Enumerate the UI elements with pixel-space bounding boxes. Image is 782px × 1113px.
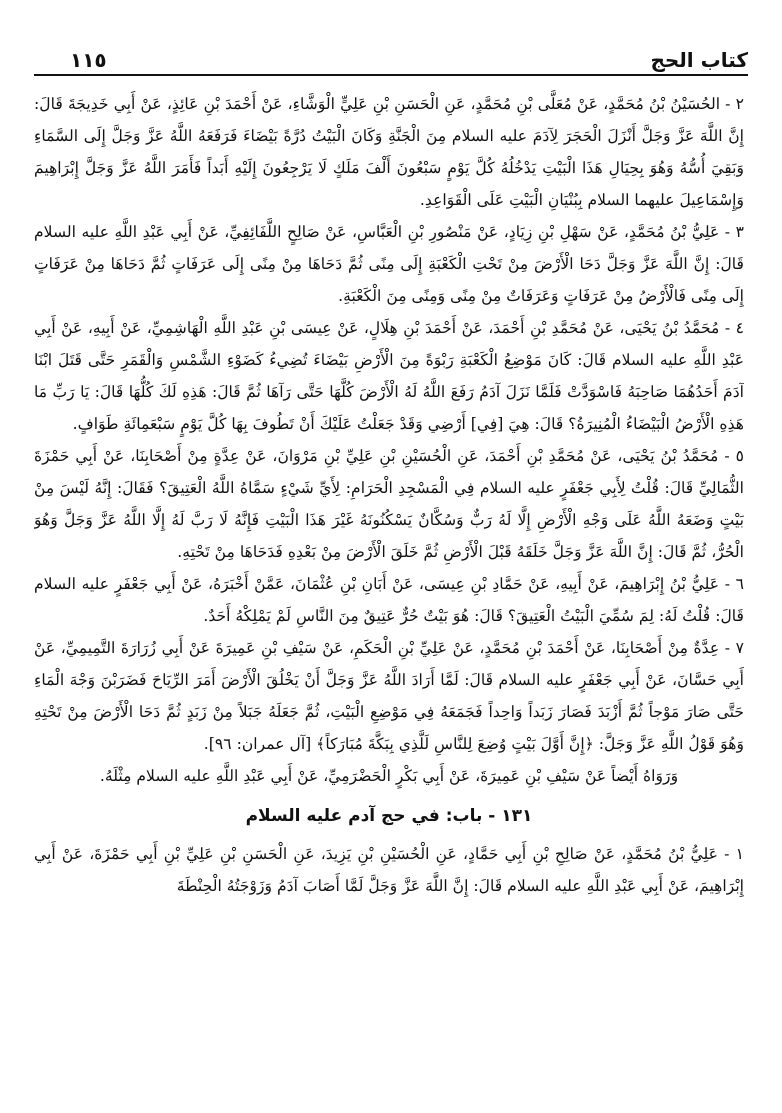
hadith-3: ٣ - عَلِيُّ بْنُ مُحَمَّدٍ، عَنْ سَهْلِ بْنِ زِيَادٍ، عَنْ مَنْصُورِ بْنِ الْعَبَّاسِ، عَنْ صَالِحٍ اللَّفَائِفِيِّ، عَنْ أَبِي عَبْدِ اللَّهِ عليه السلام قَالَ: إِنَّ اللَّهَ عَزَّ وَجَلَّ دَحَا الْأَرْضَ مِنْ تَحْتِ الْكَعْبَةِ إِلَى مِنًى ثُمَّ دَحَاهَا مِنْ مِنًى إِلَى عَرَفَاتٍ ثُمَّ دَحَاهَا مِنْ عَرَفَاتٍ إِلَى مِنًى فَالْأَرْضُ مِنْ عَرَفَاتٍ وَعَرَفَاتٌ مِنْ مِنًى وَمِنًى مِنَ الْكَعْبَةِ. bbox=[34, 223, 744, 305]
hadith-1-next-chapter: ١ - عَلِيُّ بْنُ مُحَمَّدٍ، عَنْ صَالِحِ بْنِ أَبِي حَمَّادٍ، عَنِ الْحُسَيْنِ بْنِ يَزِيدَ، عَنِ الْحَسَنِ بْنِ عَلِيِّ بْنِ أَبِي حَمْزَةَ، عَنْ أَبِي إِبْرَاهِيمَ، عَنْ أَبِي عَبْدِ اللَّهِ عليه السلام قَالَ: إِنَّ اللَّهَ عَزَّ وَجَلَّ لَمَّا أَصَابَ آدَمُ وَزَوْجَتُهُ الْحِنْطَةَ bbox=[34, 845, 744, 895]
hadith-7: ٧ - عِدَّةٌ مِنْ أَصْحَابِنَا، عَنْ أَحْمَدَ بْنِ مُحَمَّدٍ، عَنْ عَلِيِّ بْنِ الْحَكَمِ، عَنْ سَيْفِ بْنِ عَمِيرَةَ عَنْ أَبِي زُرَارَةَ التَّمِيمِيِّ، عَنْ أَبِي حَسَّانَ، عَنْ أَبِي جَعْفَرٍ عليه السلام قَالَ: لَمَّا أَرَادَ اللَّهُ عَزَّ وَجَلَّ أَنْ يَخْلُقَ الْأَرْضَ أَمَرَ الرِّيَاحَ فَضَرَبْنَ وَجْهَ الْمَاءِ حَتَّى صَارَ مَوْجاً ثُمَّ أَزْبَدَ فَصَارَ زَبَداً وَاحِداً فَجَمَعَهُ فِي مَوْضِعِ الْبَيْتِ، ثُمَّ جَعَلَهُ جَبَلاً مِنْ زَبَدٍ ثُمَّ دَحَا الْأَرْضَ مِنْ تَحْتِهِ وَهُوَ قَوْلُ اللَّهِ عَزَّ وَجَلَّ: ﴿إِنَّ أَوَّلَ بَيْتٍ وُضِعَ لِلنَّاسِ لَلَّذِي بِبَكَّةَ مُبَارَكاً﴾ [آل عمران: ٩٦]. bbox=[34, 639, 744, 753]
narration-note: وَرَوَاهُ أَيْضاً عَنْ سَيْفِ بْنِ عَمِيرَةَ، عَنْ أَبِي بَكْرٍ الْحَضْرَمِيِّ، عَنْ أَبِي عَبْدِ اللَّهِ عليه السلام مِثْلَهُ. bbox=[99, 767, 679, 785]
page-header bbox=[70, 38, 748, 72]
header-rule bbox=[34, 74, 748, 76]
hadith-6: ٦ - عَلِيُّ بْنُ إِبْرَاهِيمَ، عَنْ أَبِيهِ، عَنْ حَمَّادِ بْنِ عِيسَى، عَنْ أَبَانِ بْنِ عُثْمَانَ، عَمَّنْ أَخْبَرَهُ، عَنْ أَبِي جَعْفَرٍ عليه السلام قَالَ: قُلْتُ لَهُ: لِمَ سُمِّيَ الْبَيْتُ الْعَتِيقَ؟ قَالَ: هُوَ بَيْتٌ حُرٌّ عَتِيقٌ مِنَ النَّاسِ لَمْ يَمْلِكْهُ أَحَدٌ. bbox=[34, 575, 744, 625]
hadith-4: ٤ - مُحَمَّدُ بْنُ يَحْيَى، عَنْ مُحَمَّدِ بْنِ أَحْمَدَ، عَنْ أَحْمَدَ بْنِ هِلَالٍ، عَنْ عِيسَى بْنِ عَبْدِ اللَّهِ الْهَاشِمِيِّ، عَنْ أَبِيهِ، عَنْ أَبِي عَبْدِ اللَّهِ عليه السلام قَالَ: كَانَ مَوْضِعُ الْكَعْبَةِ رَبْوَةً مِنَ الْأَرْضِ بَيْضَاءَ تُضِيءُ كَضَوْءِ الشَّمْسِ وَالْقَمَرِ حَتَّى قَتَلَ ابْنَا آدَمَ أَحَدُهُمَا صَاحِبَهُ فَاسْوَدَّتْ فَلَمَّا نَزَلَ آدَمُ رَفَعَ اللَّهُ لَهُ الْأَرْضَ كُلَّهَا حَتَّى رَآهَا ثُمَّ قَالَ: هَذِهِ لَكَ كُلُّهَا قَالَ: يَا رَبِّ مَا هَذِهِ الْأَرْضُ الْبَيْضَاءُ الْمُنِيرَةُ؟ قَالَ: هِيَ [فِي] أَرْضِي وَقَدْ جَعَلْتُ عَلَيْكَ أَنْ تَطُوفَ بِهَا كُلَّ يَوْمٍ سَبْعَمِائَةِ طَوَافٍ. bbox=[34, 319, 744, 433]
hadith-2: ٢ - الحُسَيْنُ بْنُ مُحَمَّدٍ، عَنْ مُعَلَّى بْنِ مُحَمَّدٍ، عَنِ الْحَسَنِ بْنِ عَلِيٍّ الْوَشَّاءِ، عَنْ أَحْمَدَ بْنِ عَائِذٍ، عَنْ أَبِي خَدِيجَةَ قَالَ: إِنَّ اللَّهَ عَزَّ وَجَلَّ أَنْزَلَ الْحَجَرَ لِآدَمَ عليه السلام مِنَ الْجَنَّةِ وَكَانَ الْبَيْتُ دُرَّةً بَيْضَاءَ فَرَفَعَهُ اللَّهُ عَزَّ وَجَلَّ إِلَى السَّمَاءِ وَبَقِيَ أُسُّهُ وَهُوَ بِحِيَالِ هَذَا الْبَيْتِ يَدْخُلُهُ كُلَّ يَوْمٍ سَبْعُونَ أَلْفَ مَلَكٍ لَا يَرْجِعُونَ إِلَيْهِ أَبَداً فَأَمَرَ اللَّهُ عَزَّ وَجَلَّ إِبْرَاهِيمَ وَإِسْمَاعِيلَ عليهما السلام بِبُنْيَانِ الْبَيْتِ عَلَى الْقَوَاعِدِ. bbox=[34, 95, 744, 209]
body-text bbox=[34, 88, 744, 1101]
page-number: ١١٥ bbox=[70, 48, 107, 72]
hadith-5: ٥ - مُحَمَّدُ بْنُ يَحْيَى، عَنْ مُحَمَّدِ بْنِ أَحْمَدَ، عَنِ الْحُسَيْنِ بْنِ عَلِيِّ بْنِ مَرْوَانَ، عَنْ عِدَّةٍ مِنْ أَصْحَابِنَا، عَنْ أَبِي حَمْزَةَ الثُّمَالِيِّ قَالَ: قُلْتُ لِأَبِي جَعْفَرٍ عليه السلام فِي الْمَسْجِدِ الْحَرَامِ: لِأَيِّ شَيْءٍ سَمَّاهُ اللَّهُ الْعَتِيقَ؟ فَقَالَ: إِنَّهُ لَيْسَ مِنْ بَيْتٍ وَضَعَهُ اللَّهُ عَلَى وَجْهِ الْأَرْضِ إِلَّا لَهُ رَبٌّ وَسُكَّانٌ يَسْكُنُونَهُ غَيْرَ هَذَا الْبَيْتِ فَإِنَّهُ لَا رَبَّ لَهُ إِلَّا اللَّهُ عَزَّ وَجَلَّ وَهُوَ الْحُرُّ، ثُمَّ قَالَ: إِنَّ اللَّهَ عَزَّ وَجَلَّ خَلَقَهُ قَبْلَ الْأَرْضِ ثُمَّ خَلَقَ الْأَرْضَ مِنْ بَعْدِهِ فَدَحَاهَا مِنْ تَحْتِهِ. bbox=[34, 447, 744, 561]
chapter-heading: ١٣١ - باب: في حج آدم عليه السلام bbox=[245, 806, 533, 826]
book-title: كتاب الحج bbox=[650, 48, 748, 72]
